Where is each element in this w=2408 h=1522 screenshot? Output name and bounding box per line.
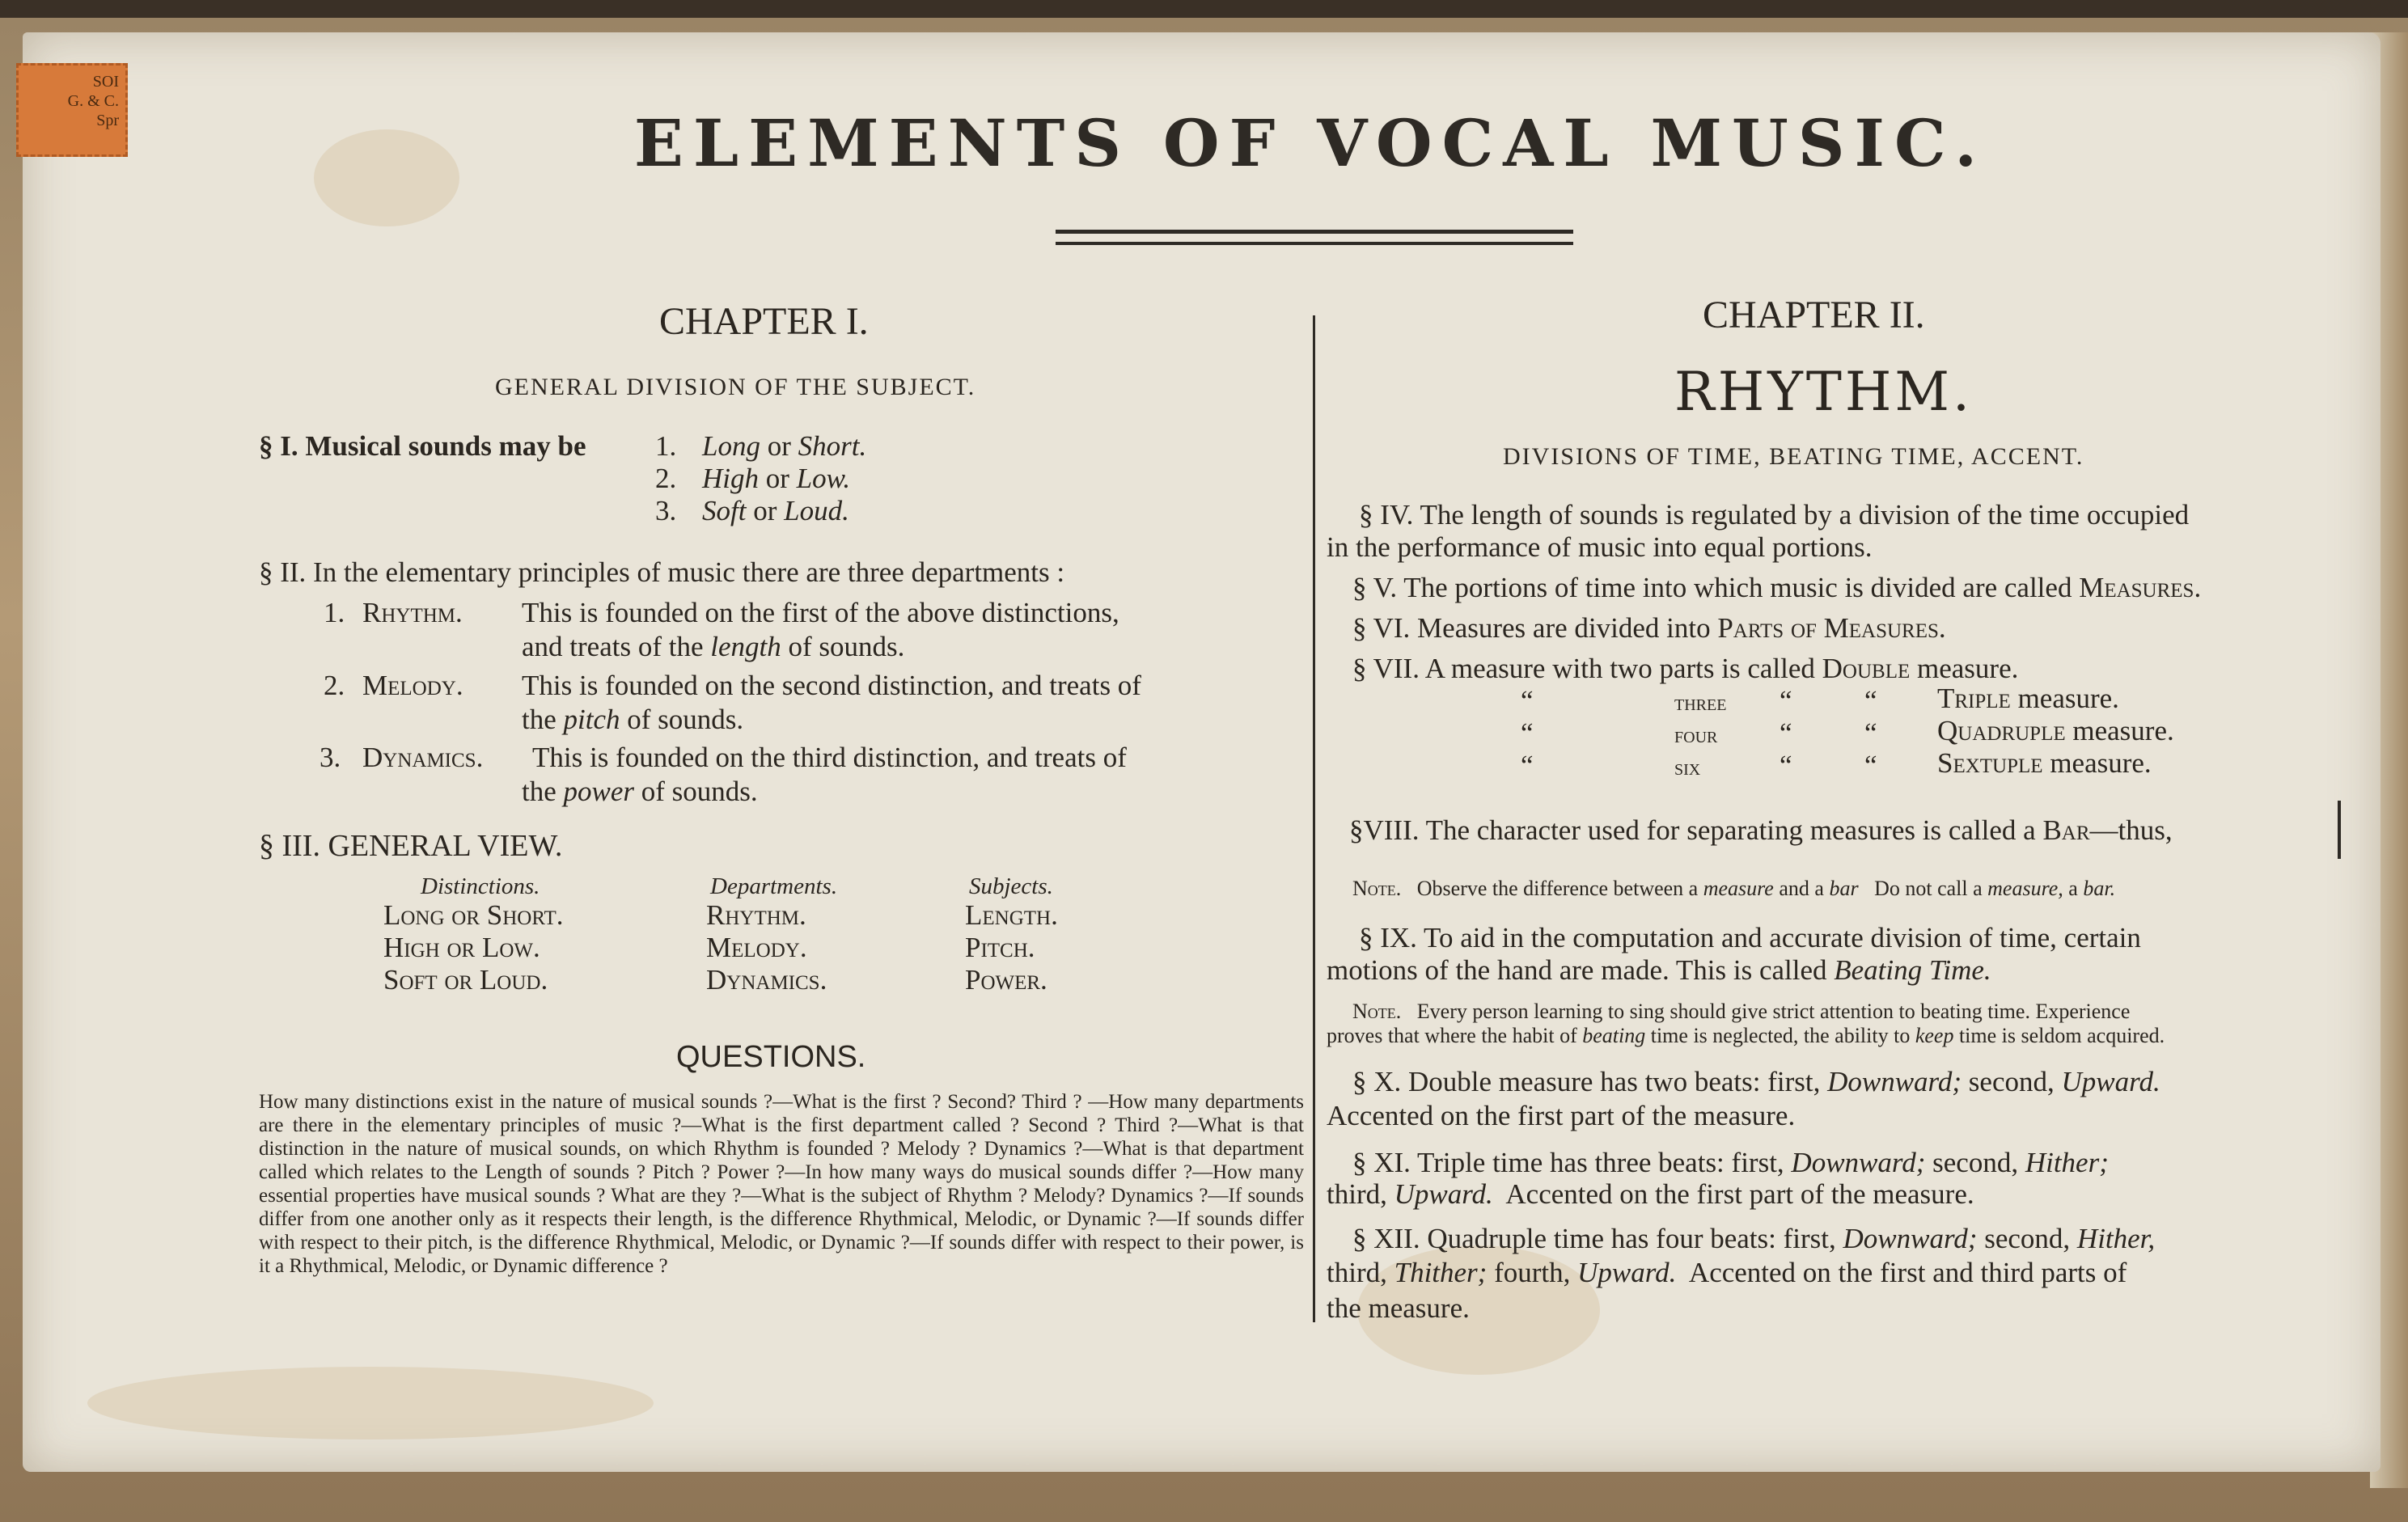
department-name: Rhythm.	[362, 597, 463, 628]
ditto-mark: “	[1864, 750, 1877, 781]
body-line: third, Upward. Accented on the first part of the measure.	[1327, 1178, 1974, 1210]
table-header: Departments.	[710, 873, 838, 899]
body-line: § XI. Triple time has three beats: first, Downward; second, Hither;	[1352, 1147, 2109, 1178]
section-intro: § I. Musical sounds may be	[259, 430, 586, 462]
chapter-heading: CHAPTER II.	[1703, 294, 1925, 336]
note-line: proves that where the habit of beating time is neglected, the ability to keep time is seldom acquired.	[1327, 1024, 2165, 1047]
body-line: This is founded on the first of the above distinctions,	[522, 597, 1119, 628]
questions-heading: QUESTIONS.	[676, 1040, 866, 1074]
label-line: G. & C.	[67, 92, 119, 110]
list-number: 3.	[655, 495, 677, 526]
ditto-mark: “	[1780, 717, 1792, 749]
table-cell: Rhythm.	[706, 899, 806, 931]
body-line: the pitch of sounds.	[522, 704, 744, 735]
table-cell: Long or Short.	[383, 899, 564, 931]
ditto-mark: “	[1780, 685, 1792, 717]
body-line: § VI. Measures are divided into Parts of Measures.	[1352, 612, 1946, 644]
department-name: Melody.	[362, 670, 463, 701]
body-line: § VII. A measure with two parts is called Double measure.	[1352, 653, 2019, 684]
label-line: Spr	[96, 112, 119, 129]
page-stain	[87, 1367, 654, 1440]
count-word: three	[1674, 691, 1727, 716]
ditto-mark: “	[1780, 750, 1792, 781]
label-line: SOI	[92, 73, 119, 91]
count-word: four	[1674, 723, 1718, 748]
body-line: § X. Double measure has two beats: first, Downward; second, Upward.	[1352, 1066, 2160, 1097]
list-item: Long or Short.	[702, 430, 867, 462]
department-name: Dynamics.	[362, 742, 484, 773]
body-line: § IV. The length of sounds is regulated by a division of the time occupied	[1359, 499, 2190, 531]
table-header: Subjects.	[969, 873, 1053, 899]
list-item: High or Low.	[702, 463, 851, 494]
title-rule	[1056, 230, 1573, 245]
section-intro: § II. In the elementary principles of music there are three departments :	[259, 556, 1065, 588]
body-line: in the performance of music into equal portions.	[1327, 531, 1873, 563]
body-line: the measure.	[1327, 1292, 1470, 1324]
section-intro: § III. GENERAL VIEW.	[259, 829, 563, 863]
list-item: Soft or Loud.	[702, 495, 849, 526]
table-cell: Melody.	[706, 932, 807, 963]
bar-line-symbol	[2338, 801, 2341, 859]
table-cell: Power.	[965, 964, 1047, 996]
table-cell: Length.	[965, 899, 1058, 931]
body-line: third, Thither; fourth, Upward. Accented on the first and third parts of	[1327, 1257, 2127, 1288]
column-divider	[1313, 315, 1315, 1322]
chapter-heading: CHAPTER I.	[659, 300, 869, 343]
body-line: §VIII. The character used for separating measures is called a Bar—thus,	[1349, 814, 2173, 846]
measure-type: Sextuple measure.	[1937, 747, 2152, 779]
note-line: Note. Observe the difference between a measure and a bar Do not call a measure, a bar.	[1352, 877, 2116, 900]
table-cell: Pitch.	[965, 932, 1035, 963]
list-number: 2.	[324, 670, 345, 701]
chapter-subtitle: DIVISIONS OF TIME, BEATING TIME, ACCENT.	[1503, 443, 2084, 470]
ditto-mark: “	[1864, 717, 1877, 749]
body-line: § IX. To aid in the computation and accurate division of time, certain	[1359, 922, 2141, 953]
chapter-subtitle: GENERAL DIVISION OF THE SUBJECT.	[495, 374, 976, 400]
body-line: and treats of the length of sounds.	[522, 631, 905, 662]
measure-type: Quadruple measure.	[1937, 715, 2174, 746]
body-line: the power of sounds.	[522, 776, 758, 807]
body-line: § V. The portions of time into which music is divided are called Measures.	[1352, 572, 2202, 603]
body-line: § XII. Quadruple time has four beats: first, Downward; second, Hither,	[1352, 1223, 2156, 1254]
body-line: This is founded on the second distinction, and treats of	[522, 670, 1141, 701]
body-line: motions of the hand are made. This is called Beating Time.	[1327, 954, 1991, 986]
note-line: Note. Every person learning to sing should give strict attention to beating time. Experience	[1352, 1000, 2131, 1023]
ditto-mark: “	[1864, 685, 1877, 717]
measure-type: Triple measure.	[1937, 683, 2119, 714]
list-number: 1.	[655, 430, 677, 462]
table-cell: High or Low.	[383, 932, 540, 963]
list-number: 1.	[324, 597, 345, 628]
page-title: ELEMENTS OF VOCAL MUSIC.	[633, 105, 1987, 181]
questions-text: How many distinctions exist in the nature of musical sounds ?—What is the first ? Second? Third ? —How many departments are there in the elementary principles of music ?—What is the first department called ? Second ? Third ?—What is that distinction in the nature of musical sounds, on which Rhythm is founded ? Melody ? Dynamics ?—What is that department called which relates to the Length of sounds ? Pitch ? Power ?—In how many ways do musical sounds differ ?—How many essential properties have musical sounds ? What are they ?—What is the subject of Rhythm ? Melody? Dynamics ?—If sounds differ from one another only as it respects their length, is the difference Rhythmical, Melodic, or Dynamic ?—If sounds differ with respect to their pitch, is the difference Rhythmical, Melodic, or Dynamic ?—If sounds differ with respect to their power, is it a Rhythmical, Melodic, or Dynamic difference ?	[259, 1091, 1304, 1277]
table-cell: Dynamics.	[706, 964, 827, 996]
ditto-mark: “	[1521, 717, 1534, 749]
count-word: six	[1674, 755, 1701, 780]
table-cell: Soft or Loud.	[383, 964, 548, 996]
ditto-mark: “	[1521, 750, 1534, 781]
chapter-title: RHYTHM.	[1674, 361, 1973, 423]
list-number: 2.	[655, 463, 677, 494]
body-line: This is founded on the third distinction, and treats of	[532, 742, 1127, 773]
ditto-mark: “	[1521, 685, 1534, 717]
table-header: Distinctions.	[421, 873, 540, 899]
list-number: 3.	[320, 742, 341, 773]
body-line: Accented on the first part of the measure.	[1327, 1100, 1796, 1131]
